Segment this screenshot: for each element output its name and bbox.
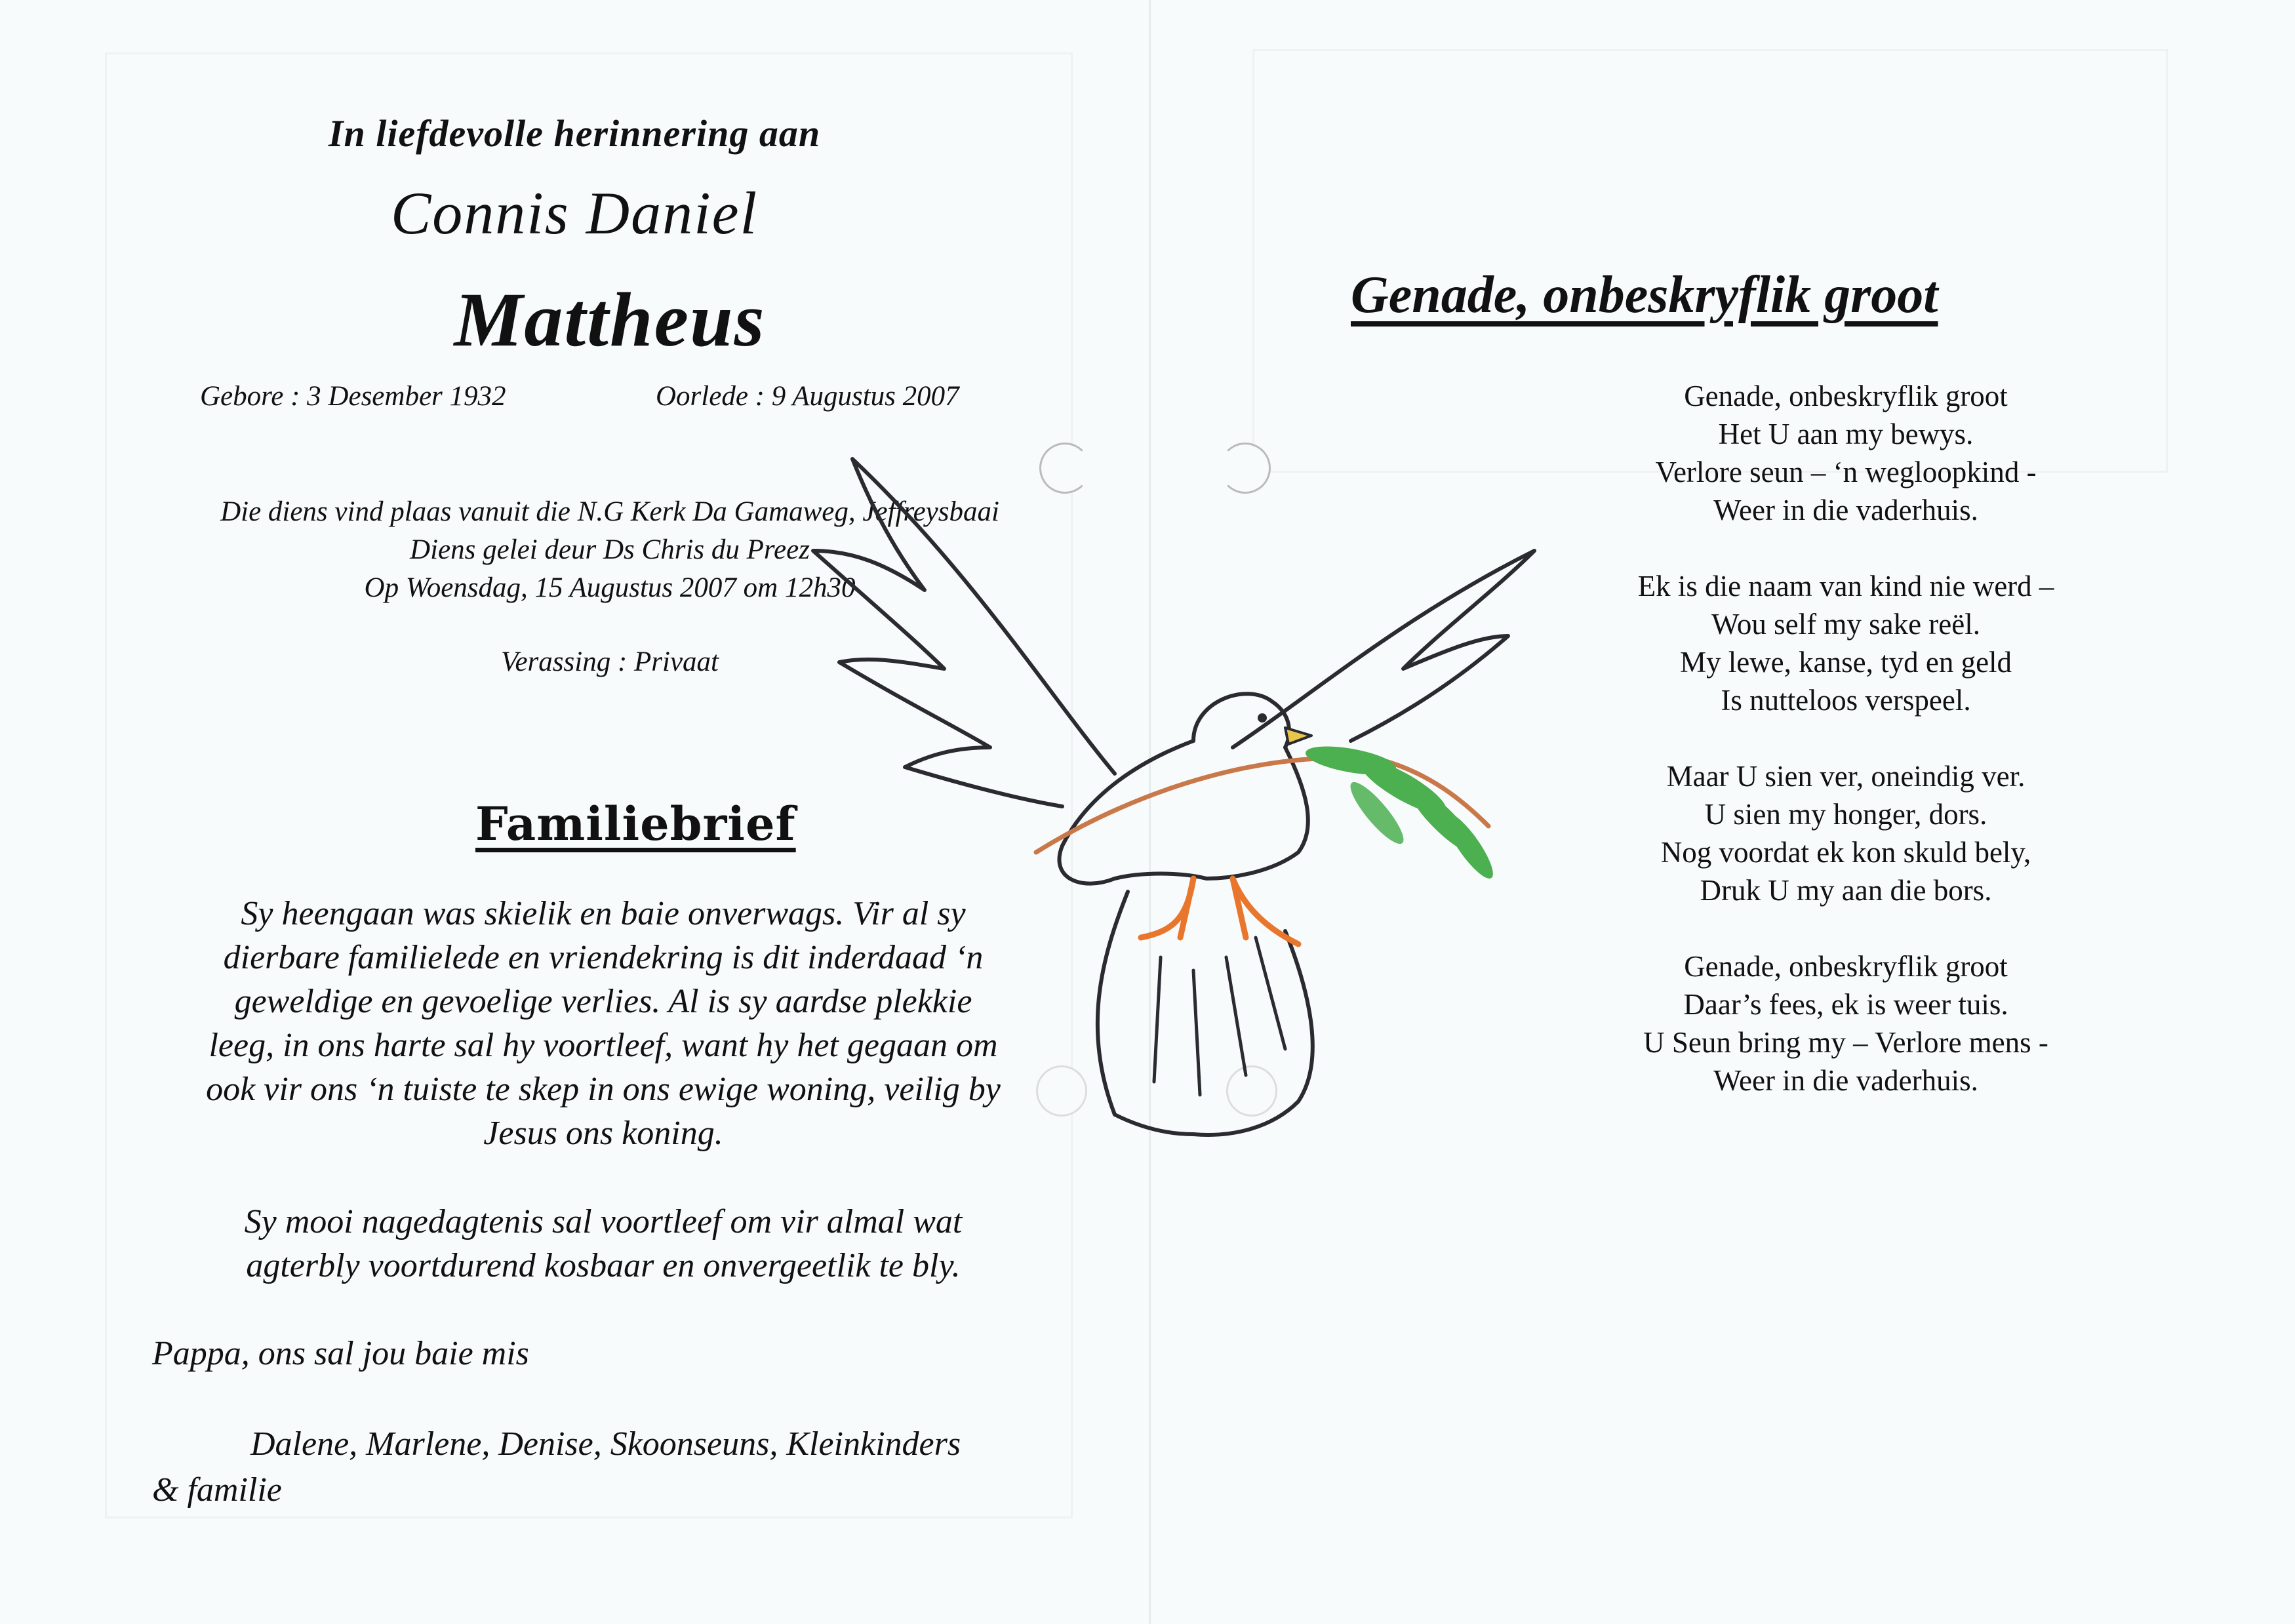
poem-line: U sien my honger, dors. bbox=[1704, 798, 1987, 831]
signatories-line: Dalene, Marlene, Denise, Skoonseuns, Kleinkinders bbox=[250, 1425, 961, 1463]
letter-line: agterbly voortdurend kosbaar en onvergeetlik te bly. bbox=[246, 1247, 961, 1284]
poem-line: Genade, onbeskryflik groot bbox=[1684, 950, 2008, 983]
poem-title: Genade, onbeskryflik groot bbox=[1351, 266, 1938, 324]
letter-line: Sy heengaan was skielik en baie onverwags. Vir al sy bbox=[241, 895, 966, 932]
poem-line: Ek is die naam van kind nie werd – bbox=[1637, 570, 2054, 603]
family-letter-title: Familiebrief bbox=[475, 797, 796, 851]
service-line: Die diens vind plaas vanuit die N.G Kerk Da Gamaweg, Jeffreysbaai bbox=[220, 496, 999, 527]
letter-line: leeg, in ons harte sal hy voortleef, want hy het gegaan om bbox=[209, 1027, 998, 1064]
first-names-heading: Connis Daniel bbox=[390, 180, 759, 247]
poem-line: Weer in die vaderhuis. bbox=[1713, 494, 1978, 526]
letter-line: Jesus ons koning. bbox=[483, 1115, 723, 1152]
cremation-note: Verassing : Privaat bbox=[500, 646, 719, 677]
poem-line: Het U aan my bewys. bbox=[1718, 418, 1974, 450]
letter-signatories bbox=[152, 1421, 1109, 1513]
intro-heading: In liefdevolle herinnering aan bbox=[328, 112, 821, 155]
poem-line: Maar U sien ver, oneindig ver. bbox=[1666, 760, 2026, 793]
death-date: Oorlede : 9 Augustus 2007 bbox=[656, 381, 959, 412]
family-letter-paragraph-2 bbox=[151, 1200, 1056, 1288]
letter-signoff: Pappa, ons sal jou baie mis bbox=[152, 1335, 529, 1372]
birth-date: Gebore : 3 Desember 1932 bbox=[200, 381, 506, 412]
poem-line: U Seun bring my – Verlore mens - bbox=[1643, 1026, 2048, 1059]
poem-line: Wou self my sake reël. bbox=[1711, 608, 1980, 641]
signatories-line: & familie bbox=[152, 1471, 282, 1509]
poem-line: Daar’s fees, ek is weer tuis. bbox=[1683, 988, 2008, 1021]
poem-line: Is nutteloos verspeel. bbox=[1721, 684, 1971, 717]
letter-line: geweldige en gevoelige verlies. Al is sy aardse plekkie bbox=[234, 983, 972, 1020]
letter-line: Sy mooi nagedagtenis sal voortleef om vir almal wat bbox=[244, 1203, 963, 1240]
dove-with-olive-branch-icon bbox=[774, 420, 1626, 1187]
poem-line: Verlore seun – ‘n wegloopkind - bbox=[1655, 456, 2037, 488]
poem-line: Weer in die vaderhuis. bbox=[1713, 1064, 1978, 1097]
poem-line: Nog voordat ek kon skuld bely, bbox=[1660, 836, 2031, 869]
letter-line: dierbare familielede en vriendekring is dit inderdaad ‘n bbox=[223, 939, 984, 976]
letter-line: ook vir ons ‘n tuiste te skep in ons ewige woning, veilig by bbox=[206, 1071, 1001, 1108]
poem-line: Druk U my aan die bors. bbox=[1700, 874, 1992, 907]
poem-line: My lewe, kanse, tyd en geld bbox=[1679, 646, 2012, 679]
surname-heading: Mattheus bbox=[454, 277, 766, 363]
service-line: Diens gelei deur Ds Chris du Preez bbox=[410, 534, 810, 565]
poem-line: Genade, onbeskryflik groot bbox=[1684, 380, 2008, 412]
service-line: Op Woensdag, 15 Augustus 2007 om 12h30 bbox=[364, 572, 856, 603]
